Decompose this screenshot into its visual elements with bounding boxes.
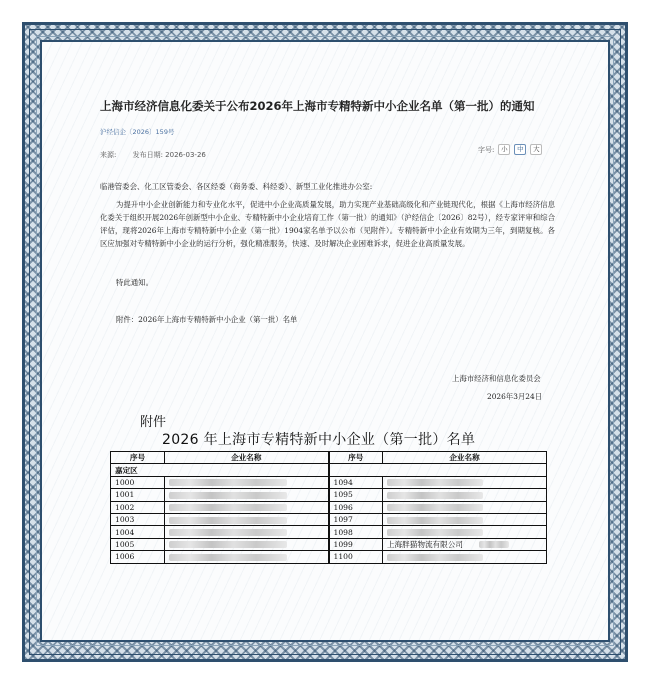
table-row [111,551,547,563]
company-name-redacted [165,551,329,563]
company-name-redacted [383,551,547,563]
row-number: 1001 [111,489,165,501]
document-number: 沪经信企〔2026〕159号 [100,128,175,136]
company-name-redacted [165,526,329,538]
row-number: 1003 [111,513,165,525]
document-meta [100,150,220,160]
company-name-redacted [165,501,329,513]
redaction-blur [387,554,483,561]
redaction-blur [387,504,483,511]
column-header-company: 企业名称 [383,452,547,464]
region-label: 嘉定区 [111,464,329,476]
column-header-number: 序号 [111,452,165,464]
redaction-blur [169,554,287,561]
company-name-text: 上海胖猫物流有限公司 [387,539,463,549]
company-name-redacted [383,501,547,513]
table-row [111,513,547,525]
region-filler [329,464,547,476]
font-size-switcher [478,144,542,155]
signer: 上海市经济和信息化委员会 [452,374,541,383]
table-row [111,526,547,538]
row-number: 1097 [329,513,383,525]
redaction-blur [387,517,483,524]
company-name-redacted [383,526,547,538]
company-name-redacted [165,489,329,501]
font-size-medium-button[interactable]: 中 [514,144,526,155]
company-name-redacted [383,476,547,488]
table-row [111,476,547,488]
source-label: 来源: [100,151,117,159]
table-header-row [111,452,547,464]
font-size-large-button[interactable]: 大 [530,144,542,155]
sign-date: 2026年3月24日 [487,392,543,401]
row-number: 1004 [111,526,165,538]
redaction-blur [387,479,483,486]
redaction-blur [169,529,287,536]
publish-date: 发布日期: 2026-03-26 [132,151,206,159]
company-list-table [110,451,547,564]
row-number: 1000 [111,476,165,488]
redaction-blur [169,504,287,511]
attachment-label: 附件 [140,415,167,430]
company-name-redacted [165,538,329,550]
table-row [111,538,547,550]
company-name [383,538,547,550]
table-row [111,501,547,513]
redaction-blur [387,529,483,536]
row-number: 1005 [111,538,165,550]
redaction-blur [479,541,509,548]
company-name-redacted [383,513,547,525]
column-header-company: 企业名称 [165,452,329,464]
company-name-redacted [165,513,329,525]
attachment-link[interactable]: 附件：2026年上海市专精特新中小企业（第一批）名单 [116,315,298,324]
row-number: 1006 [111,551,165,563]
row-number: 1099 [329,538,383,550]
column-header-number: 序号 [329,452,383,464]
redaction-blur [169,517,287,524]
row-number: 1094 [329,476,383,488]
list-title: 2026 年上海市专精特新中小企业（第一批）名单 [162,432,476,448]
addressee: 临港管委会、化工区管委会、各区经委（商务委、科经委）、新型工业化推进办公室: [100,182,373,191]
redaction-blur [169,541,287,548]
row-number: 1100 [329,551,383,563]
redaction-blur [169,492,287,499]
company-name-redacted [383,489,547,501]
page-title: 上海市经济信息化委关于公布2026年上海市专精特新中小企业名单（第一批）的通知 [100,99,535,113]
redaction-blur [387,492,483,499]
notice-body-paragraph: 为提升中小企业创新能力和专业化水平，促进中小企业高质量发展，助力实现产业基础高级化和产业链现代化，根据《上海市经济信息化委关于组织开展2026年创新型中小企业、专精特新中小企业培育工作（第一批）的通知》（沪经信企〔2026〕82号），经专家评审和综合评估，现将2026年上海市专精特新中小企业（第一批）1904家名单予以公布（见附件）。专精特新中小企业有效期为三年，到期复核。各区应加强对专精特新中小企业的运行分析，强化精准服务，快速、及时解决企业困难诉求，促进企业高质量发展。 [100,200,555,248]
closing-line: 特此通知。 [116,278,153,287]
region-row [111,464,547,476]
row-number: 1095 [329,489,383,501]
font-size-label: 字号: [478,145,495,154]
company-name-redacted [165,476,329,488]
row-number: 1098 [329,526,383,538]
redaction-blur [169,479,287,486]
row-number: 1096 [329,501,383,513]
table-row [111,489,547,501]
font-size-small-button[interactable]: 小 [498,144,510,155]
row-number: 1002 [111,501,165,513]
